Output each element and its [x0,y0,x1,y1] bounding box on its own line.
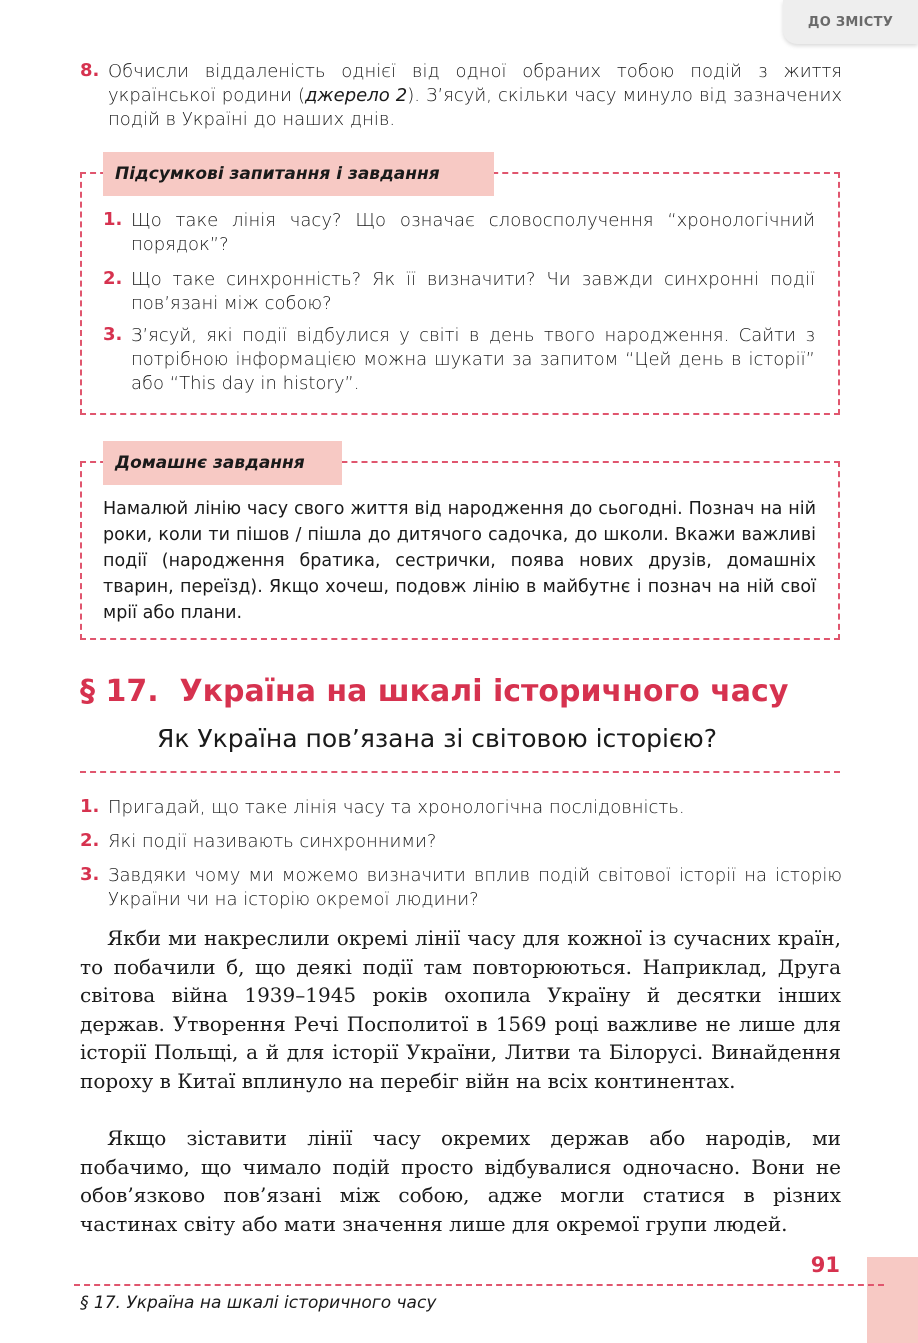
summary-item-1 [103,209,815,257]
section-number: § 17. [80,674,159,709]
summary-item-2 [103,268,815,316]
to-contents-tab[interactable] [783,0,918,44]
homework-title: Домашнє завдання [103,441,342,485]
running-title: § 17. Україна на шкалі історичного часу [80,1293,437,1313]
to-contents-label: ДО ЗМІСТУ [807,14,894,30]
body-paragraph-1: Якби ми накреслили окремі лінії часу для кожної із сучасних країн, то побачили б, що деякі події там повторюються. Наприклад, Друга світова війна 1939–1945 років охопила Україну й десятки інших держав. Утворення Речі Посполитої в 1569 році важливе не лише для історії Польщі, а й для історії України, Литви та Білорусі. Винайдення пороху в Китаї вплинуло на перебіг війн на всіх континентах. [80,926,841,1093]
task-text [108,60,842,132]
recall-item-text: Які події називають синхронними? [108,831,437,852]
homework-text: Намалюй лінію часу свого життя від народження до сьогодні. Познач на ній роки, коли ти пішов / пішла до дитячого садочка, до школи. Вкажи важливі події (народження братика, сестрички, поява нових друзів, домашніх тварин, переїзд). Якщо хочеш, подовж лінію в майбутнє і познач на ній свої мрії або плани. [103,499,816,623]
summary-item-text: З’ясуй, які події відбулися у світі в день твого народження. Сайти з потрібною інформацією можна шукати за запитом “Цей день в історії” або “This day in history”. [131,325,815,394]
recall-item-text: Пригадай, що таке лінія часу та хронологічна послідовність. [108,797,685,818]
task-text-before: Обчисли віддаленість однієї від одної обраних тобою подій з життя української родини ( [108,61,842,106]
top-task [80,60,842,132]
summary-item-number: 3. [103,324,123,345]
recall-item-number: 2. [80,830,100,851]
source-ref: джерело 2 [304,85,408,106]
section-title [80,674,788,709]
page-number: 91 [810,1253,840,1277]
task-text-after: ). З’ясуй, скільки часу минуло від зазначених подій в Україні до наших днів. [108,85,842,130]
recall-item-2 [80,830,842,854]
summary-item-text: Що таке лінія часу? Що означає словосполучення “хронологічний порядок”? [131,210,815,255]
summary-item-number: 2. [103,268,123,289]
recall-item-1 [80,796,842,820]
page-corner-block [867,1257,918,1343]
summary-title: Підсумкові запитання і завдання [103,152,494,196]
recall-item-number: 1. [80,796,100,817]
section-divider [80,771,840,773]
section-subtitle: Як Україна пов’язана зі світовою історією? [157,724,717,753]
recall-item-3 [80,864,842,912]
body-paragraph-2: Якщо зіставити лінії часу окремих держав або народів, ми побачимо, що чимало подій просто відбувалися одночасно. Вони не обов’язково пов’язані між собою, адже могли статися в різних частинах світу або мати значення лише для окремої групи людей. [80,1126,841,1236]
summary-item-text: Що таке синхронність? Як її визначити? Чи завжди синхронні події пов’язані між собою? [131,269,815,314]
task-number: 8. [80,60,100,81]
summary-item-3 [103,324,815,396]
summary-item-number: 1. [103,209,123,230]
footer-divider [74,1284,884,1286]
section-title-text: Україна на шкалі історичного часу [179,674,789,709]
recall-item-text: Завдяки чому ми можемо визначити вплив подій світової історії на історію України чи на історію окремої людини? [108,865,842,910]
recall-item-number: 3. [80,864,100,885]
